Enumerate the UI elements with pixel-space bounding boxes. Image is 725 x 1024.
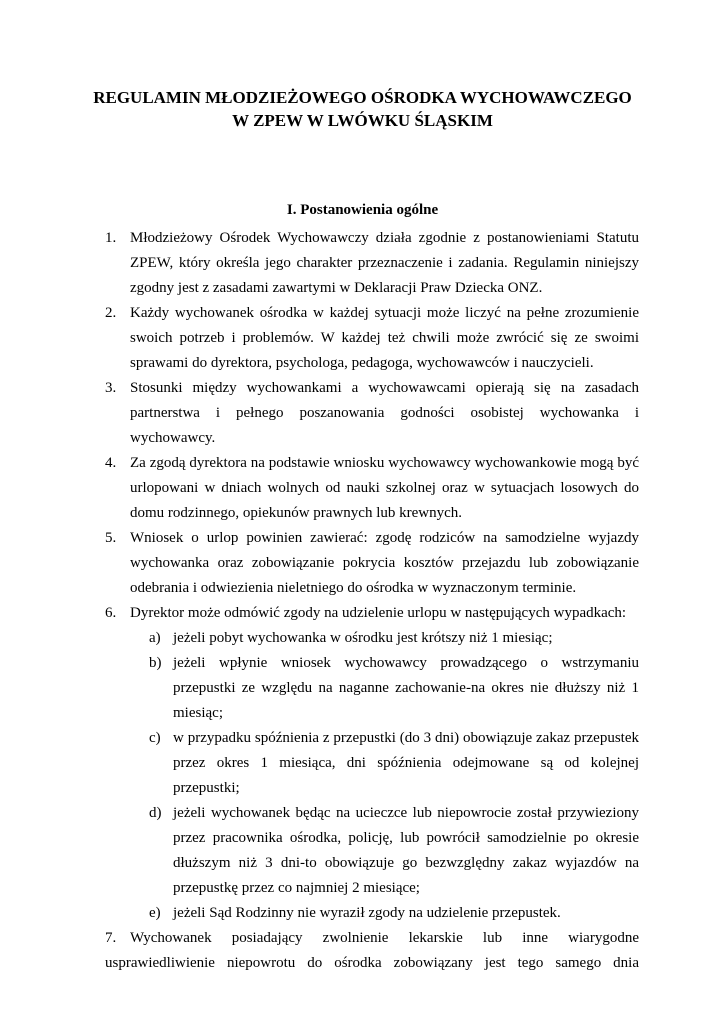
item-text: Dyrektor może odmówić zgody na udzielenie urlopu w następujących wypadkach: [130,605,627,621]
sublist-letter: b) [149,655,162,671]
sublist-text: jeżeli pobyt wychowanka w ośrodku jest krótszy niż 1 miesiąc; [173,630,553,646]
sublist-item-c [149,726,639,801]
sublist-letter: e) [149,905,161,921]
item-number: 6. [105,605,117,621]
item-number: 7. [105,930,117,946]
sublist-item-d [149,801,639,901]
item-text: Za zgodą dyrektora na podstawie wniosku wychowawcy wychowankowie mogą być urlopowani w dniach wolnych od nauki szkolnej oraz w sytuacjach losowych do domu rodzinnego, opiekunów prawnych lub krewnych. [130,455,639,521]
item-text: Wniosek o urlop powinien zawierać: zgodę rodziców na samodzielne wyjazdy wychowanka oraz zobowiązanie pokrycia kosztów przejazdu lub zobowiązanie odebrania i odwiezienia nieletniego do ośrodka w wyznaczonym terminie. [130,530,639,596]
list-item-6 [105,601,639,926]
item-text: Młodzieżowy Ośrodek Wychowawczy działa zgodnie z postanowieniami Statutu ZPEW, który określa jego charakter przeznaczenie i zadania. Regulamin niniejszy zgodny jest z zasadami zawartymi w Deklaracji Praw Dziecka ONZ. [130,230,639,296]
sublist [130,626,639,926]
item-number: 5. [105,530,117,546]
sublist-text: jeżeli wychowanek będąc na ucieczce lub niepowrocie został przywieziony przez pracownika ośrodka, policję, lub powrócił samodzielnie po okresie dłuższym niż 3 dni-to obowiązuje go bezwzględny zakaz wyjazdów na przepustkę przez co najmniej 2 miesiące; [173,805,639,896]
sublist-letter: c) [149,730,161,746]
item-number: 4. [105,455,117,471]
sublist-text: w przypadku spóźnienia z przepustki (do 3 dni) obowiązuje zakaz przepustek przez okres 1 miesiąca, dni spóźnienia odejmowane są od kolejnej przepustki; [173,730,639,796]
regulation-list [0,226,725,976]
sublist-item-e [149,901,639,926]
section-heading: I. Postanowienia ogólne [286,202,439,218]
sublist-text: jeżeli wpłynie wniosek wychowawcy prowadzącego o wstrzymaniu przepustki ze względu na naganne zachowanie-na okres nie dłuższy niż 1 miesiąc; [173,655,639,721]
document-title [60,86,665,132]
title-line-2: W ZPEW W LWÓWKU ŚLĄSKIM [232,111,493,130]
sublist-letter: d) [149,805,162,821]
sublist-item-a [149,626,639,651]
title-line-1: REGULAMIN MŁODZIEŻOWEGO OŚRODKA WYCHOWAWCZEGO [93,88,632,107]
item-number: 1. [105,230,117,246]
list-item-5 [105,526,639,601]
list-item-1 [105,226,639,301]
list-item-7 [105,926,639,976]
sublist-text: jeżeli Sąd Rodzinny nie wyraził zgody na udzielenie przepustek. [173,905,561,921]
list-item-3 [105,376,639,451]
list-item-4 [105,451,639,526]
sublist-letter: a) [149,630,161,646]
item-text: Stosunki między wychowankami a wychowawcami opierają się na zasadach partnerstwa i pełnego poszanowania godności osobistej wychowanka i wychowawcy. [130,380,639,446]
item-text: Wychowanek posiadający zwolnienie lekarskie lub inne wiarygodne usprawiedliwienie niepowrotu do ośrodka zobowiązany jest tego samego dnia [105,930,639,971]
sublist-item-b [149,651,639,726]
item-text: Każdy wychowanek ośrodka w każdej sytuacji może liczyć na pełne zrozumienie swoich potrzeb i problemów. W każdej też chwili może zwrócić się ze swoimi sprawami do dyrektora, psychologa, pedagoga, wychowawców i nauczycieli. [130,305,639,371]
item-number: 3. [105,380,117,396]
item-number: 2. [105,305,117,321]
list-item-2 [105,301,639,376]
